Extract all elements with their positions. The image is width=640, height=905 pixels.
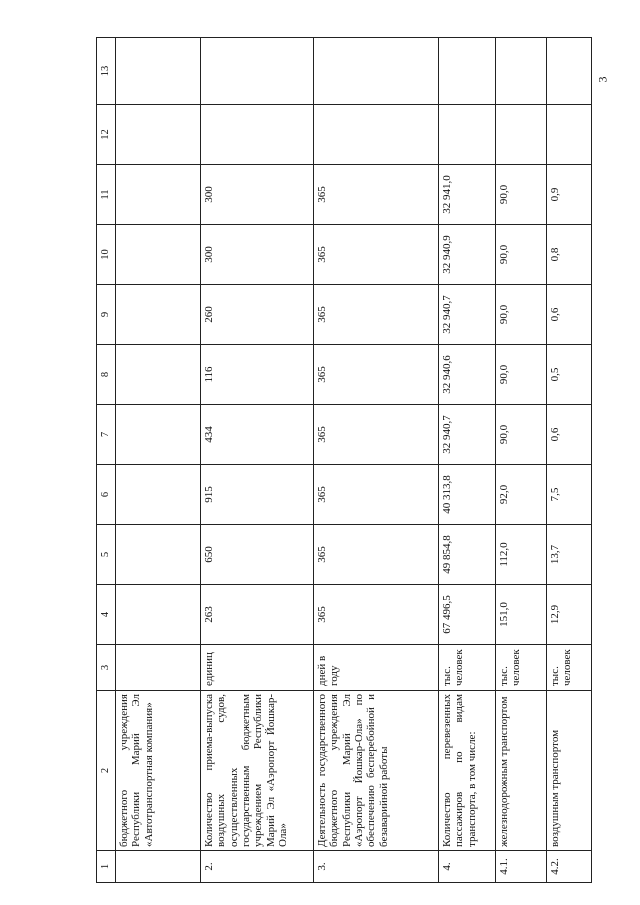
value-cell: 434 bbox=[201, 405, 314, 465]
value-cell bbox=[314, 38, 439, 105]
value-cell: 32 941,0 bbox=[439, 165, 496, 225]
column-header-5: 5 bbox=[97, 525, 116, 585]
value-cell bbox=[116, 405, 201, 465]
value-cell: 300 bbox=[201, 225, 314, 285]
value-cell bbox=[116, 465, 201, 525]
table-row bbox=[439, 38, 496, 883]
row-number-cell bbox=[116, 851, 201, 883]
value-cell: 365 bbox=[314, 465, 439, 525]
indicator-name-cell: Деятельность государственного бюджетного учреждения Республики Марий Эл «Аэропорт Йошкар-Ола» по обеспечению бесперебойной и безаварийной работы bbox=[314, 691, 439, 851]
row-number-cell: 4.2. bbox=[547, 851, 592, 883]
value-cell bbox=[547, 38, 592, 105]
value-cell: 365 bbox=[314, 525, 439, 585]
value-cell: 0,5 bbox=[547, 345, 592, 405]
value-cell: 90,0 bbox=[496, 345, 547, 405]
column-header-4: 4 bbox=[97, 585, 116, 645]
value-cell: 7,5 bbox=[547, 465, 592, 525]
column-header-13: 13 bbox=[97, 38, 116, 105]
column-header-10: 10 bbox=[97, 225, 116, 285]
table-row bbox=[496, 38, 547, 883]
value-cell: 13,7 bbox=[547, 525, 592, 585]
value-cell: 915 bbox=[201, 465, 314, 525]
table-body bbox=[97, 38, 592, 883]
row-number-cell: 2. bbox=[201, 851, 314, 883]
value-cell: 365 bbox=[314, 165, 439, 225]
value-cell bbox=[116, 38, 201, 105]
value-cell: 365 bbox=[314, 285, 439, 345]
column-header-2: 2 bbox=[97, 691, 116, 851]
value-cell: 300 bbox=[201, 165, 314, 225]
row-number-cell: 4. bbox=[439, 851, 496, 883]
page-number: 3 bbox=[595, 76, 610, 83]
value-cell bbox=[439, 105, 496, 165]
value-cell: 0,9 bbox=[547, 165, 592, 225]
value-cell: 32 940,7 bbox=[439, 285, 496, 345]
value-cell: 40 313,8 bbox=[439, 465, 496, 525]
value-cell: 32 940,9 bbox=[439, 225, 496, 285]
unit-cell: тыс. человек bbox=[547, 645, 592, 691]
value-cell: 116 bbox=[201, 345, 314, 405]
value-cell bbox=[116, 345, 201, 405]
value-cell: 365 bbox=[314, 345, 439, 405]
value-cell: 49 854,8 bbox=[439, 525, 496, 585]
value-cell bbox=[547, 105, 592, 165]
indicators-table bbox=[96, 37, 592, 883]
value-cell: 365 bbox=[314, 585, 439, 645]
value-cell bbox=[116, 525, 201, 585]
table-row bbox=[314, 38, 439, 883]
indicator-name-cell: воздушным транспортом bbox=[547, 691, 592, 851]
value-cell bbox=[314, 105, 439, 165]
value-cell bbox=[116, 585, 201, 645]
column-number-row bbox=[97, 38, 116, 883]
value-cell bbox=[201, 38, 314, 105]
value-cell: 90,0 bbox=[496, 405, 547, 465]
value-cell: 92,0 bbox=[496, 465, 547, 525]
value-cell: 0,6 bbox=[547, 285, 592, 345]
value-cell: 151,0 bbox=[496, 585, 547, 645]
value-cell: 90,0 bbox=[496, 225, 547, 285]
value-cell: 32 940,7 bbox=[439, 405, 496, 465]
column-header-12: 12 bbox=[97, 105, 116, 165]
column-header-11: 11 bbox=[97, 165, 116, 225]
unit-cell bbox=[116, 645, 201, 691]
value-cell: 365 bbox=[314, 225, 439, 285]
unit-cell: единиц bbox=[201, 645, 314, 691]
value-cell bbox=[496, 38, 547, 105]
unit-cell: тыс. человек bbox=[496, 645, 547, 691]
column-header-8: 8 bbox=[97, 345, 116, 405]
unit-cell: дней в году bbox=[314, 645, 439, 691]
value-cell: 90,0 bbox=[496, 285, 547, 345]
value-cell bbox=[116, 165, 201, 225]
value-cell: 365 bbox=[314, 405, 439, 465]
value-cell: 260 bbox=[201, 285, 314, 345]
table-row bbox=[201, 38, 314, 883]
unit-cell: тыс. человек bbox=[439, 645, 496, 691]
value-cell bbox=[116, 105, 201, 165]
table-row bbox=[547, 38, 592, 883]
value-cell: 12,9 bbox=[547, 585, 592, 645]
value-cell: 90,0 bbox=[496, 165, 547, 225]
indicators-table-wrapper bbox=[96, 38, 590, 883]
column-header-7: 7 bbox=[97, 405, 116, 465]
value-cell bbox=[116, 225, 201, 285]
value-cell bbox=[439, 38, 496, 105]
value-cell bbox=[496, 105, 547, 165]
value-cell: 0,6 bbox=[547, 405, 592, 465]
column-header-6: 6 bbox=[97, 465, 116, 525]
value-cell: 32 940,6 bbox=[439, 345, 496, 405]
indicator-name-cell: железнодорожным транспортом bbox=[496, 691, 547, 851]
value-cell: 263 bbox=[201, 585, 314, 645]
value-cell: 650 bbox=[201, 525, 314, 585]
table-row bbox=[116, 38, 201, 883]
value-cell bbox=[201, 105, 314, 165]
column-header-3: 3 bbox=[97, 645, 116, 691]
indicator-name-cell: Количество приема-выпуска воздушных судов, осуществленных государственным бюджетным учреждением Республики Марий Эл «Аэропорт Йошкар-Ола» bbox=[201, 691, 314, 851]
row-number-cell: 3. bbox=[314, 851, 439, 883]
column-header-9: 9 bbox=[97, 285, 116, 345]
value-cell: 112,0 bbox=[496, 525, 547, 585]
indicator-name-cell: Количество перевезенных пассажиров по видам транспорта, в том числе: bbox=[439, 691, 496, 851]
column-header-1: 1 bbox=[97, 851, 116, 883]
indicator-name-cell: бюджетного учреждения Республики Марий Эл «Автотранспортная компания» bbox=[116, 691, 201, 851]
value-cell: 0,8 bbox=[547, 225, 592, 285]
row-number-cell: 4.1. bbox=[496, 851, 547, 883]
value-cell: 67 496,5 bbox=[439, 585, 496, 645]
value-cell bbox=[116, 285, 201, 345]
